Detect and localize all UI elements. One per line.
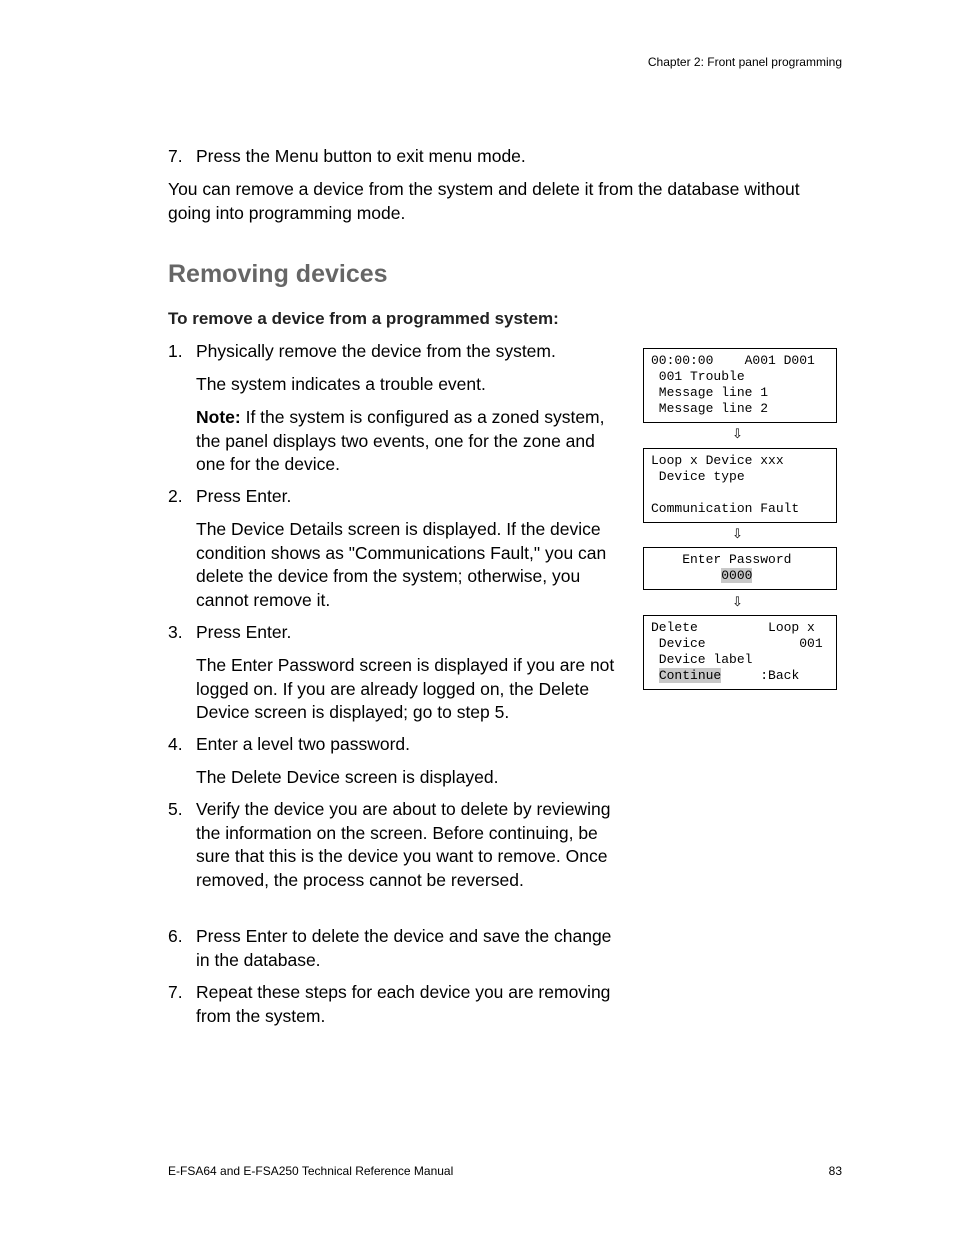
footer-manual-title: E-FSA64 and E-FSA250 Technical Reference Manual [168, 1164, 454, 1178]
lcd-line: Delete Loop x [651, 620, 815, 635]
down-arrow-icon: ⇩ [732, 594, 743, 609]
lcd-line: Device 001 [651, 636, 823, 651]
lcd-line [644, 485, 836, 501]
lcd-line: 00:00:00 A001 D001 [651, 353, 815, 368]
section-title: Removing devices [168, 260, 388, 288]
lcd-line: Device label [651, 652, 753, 667]
lcd-device-details-screen [643, 448, 837, 523]
step-text: Verify the device you are about to delete by reviewing the information on the screen. Before continuing, be sure that this is the device you want to remove. Once removed, the process cannot be reversed. [196, 799, 611, 890]
lcd-line: Communication Fault [651, 501, 800, 516]
step-text: Press the Menu button to exit menu mode. [196, 146, 526, 166]
lcd-enter-password-screen [643, 547, 837, 590]
intro-paragraph: You can remove a device from the system and delete it from the database without going into programming mode. [168, 179, 800, 223]
lcd-line [644, 668, 836, 684]
note-text: If the system is configured as a zoned system, the panel displays two events, one for the zone and one for the device. [196, 407, 605, 474]
step-result: The system indicates a trouble event. [196, 374, 486, 394]
procedure-title: To remove a device from a programmed system: [168, 309, 559, 328]
step-text: Enter a level two password. [196, 734, 410, 754]
down-arrow-icon: ⇩ [732, 526, 743, 541]
step-number: 6. [168, 926, 183, 946]
lcd-trouble-screen [643, 348, 837, 423]
step-result: The Enter Password screen is displayed if you are not logged on. If you are already logged on, the Delete Device screen is displayed; go to step 5. [196, 655, 615, 722]
lcd-line: 001 Trouble [651, 369, 745, 384]
lcd-padding [651, 568, 721, 583]
step-number: 4. [168, 734, 183, 754]
lcd-line: Enter Password [651, 552, 792, 567]
password-field: 0000 [721, 568, 753, 583]
step-text: Repeat these steps for each device you are removing from the system. [196, 982, 611, 1026]
step-text: Press Enter. [196, 486, 292, 506]
down-arrow-icon: ⇩ [732, 426, 743, 441]
back-option: :Back [721, 668, 800, 683]
step-number: 5. [168, 799, 183, 819]
lcd-delete-device-screen [643, 615, 837, 690]
running-header: Chapter 2: Front panel programming [647, 55, 842, 69]
step-text: Press Enter. [196, 622, 292, 642]
step-number: 7. [168, 146, 183, 166]
lcd-padding [651, 668, 659, 683]
step-text: Physically remove the device from the system. [196, 341, 556, 361]
step-result: The Device Details screen is displayed. If the device condition shows as "Communications Fault," you can delete the device from the system; otherwise, you cannot remove it. [196, 519, 607, 610]
step-number: 2. [168, 486, 183, 506]
lcd-line: Message line 1 [651, 385, 769, 400]
step-number: 1. [168, 341, 183, 361]
lcd-line: Loop x Device xxx [651, 453, 784, 468]
page-number: 83 [828, 1164, 842, 1178]
note-label: Note: [196, 407, 241, 427]
lcd-line: Device type [651, 469, 745, 484]
step-number: 3. [168, 622, 183, 642]
step-text: Press Enter to delete the device and save the change in the database. [196, 926, 612, 970]
step-number: 7. [168, 982, 183, 1002]
lcd-line [644, 568, 836, 584]
step-result: The Delete Device screen is displayed. [196, 767, 499, 787]
note [196, 406, 621, 477]
continue-option: Continue [658, 668, 722, 683]
lcd-line: Message line 2 [651, 401, 769, 416]
